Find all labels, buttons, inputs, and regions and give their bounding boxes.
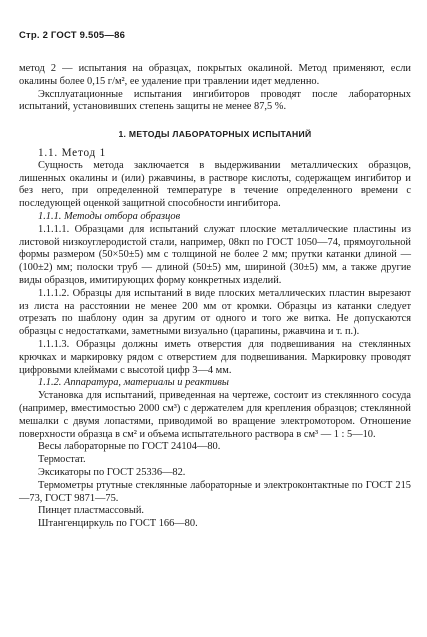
equipment-item: Штангенциркуль по ГОСТ 166—80. xyxy=(38,518,198,530)
equipment-item: Термостат. xyxy=(38,454,86,466)
subsection-1-1-2-title: 1.1.2. Аппаратура, материалы и реактивы xyxy=(38,377,229,389)
paragraph-1-1-2: Установка для испытаний, приведенная на чертеже, состоит из стеклянного сосуда (например, вместимостью 2000 см³) с держателем для крепления образцов; стеклянной мешалки с двумя лопастями, приводимой во вращение электромотором. Отношение поверхности образца в см² и объема испытательного раствора в см³ — 1 : 5—10. xyxy=(19,390,411,440)
paragraph-1-1-1-3: 1.1.1.3. Образцы должны иметь отверстия для подвешивания на стеклянных крючках и маркировку рядом с отверстием для подвешивания. Маркировку проводят цифровыми клеймами с высотой цифр 3—4 мм. xyxy=(19,338,411,376)
equipment-item: Пинцет пластмассовый. xyxy=(38,505,145,517)
method-1-description: Сущность метода заключается в выдерживании металлических образцов, лишенных окалины и (или) ржавчины, в растворе кислоты, содержащем ингибитор и без него, при определенной температуре в течение определенного времени с последующей оценкой защитной способности ингибитора. xyxy=(19,159,411,210)
equipment-item: Эксикаторы по ГОСТ 25336—82. xyxy=(38,466,186,478)
equipment-item: Весы лабораторные по ГОСТ 24104—80. xyxy=(38,441,221,453)
paragraph-1-1-1-1: 1.1.1.1. Образцами для испытаний служат плоские металлические пластины из листовой низкоуглеродистой стали, например, 08кп по ГОСТ 1050—74, прямоугольной формы размером (50×50±5) мм с толщиной не более 2 мм; прутки катанки длиной — (100±2) мм; полоски труб — длиной (50±5) мм, шириной (30±5) мм, а также другие виды образцов, имитирующих форму конкретных изделий. xyxy=(19,223,411,286)
subsection-1-1-1-title: 1.1.1. Методы отбора образцов xyxy=(38,210,181,222)
page-header: Стр. 2 ГОСТ 9.505—86 xyxy=(19,30,126,41)
document-body xyxy=(19,63,411,531)
paragraph-1-1-1-2: 1.1.1.2. Образцы для испытаний в виде плоских металлических пластин вырезают из листа на расстоянии не менее 200 мм от кромки. Образцы из катанки следует отрезать по шаблону один за другим от одного и того же витка. Не допускаются образцы с недостатками, заметными визуально (царапины, ржавчина и т. п.). xyxy=(19,287,411,338)
equipment-item: Термометры ртутные стеклянные лабораторные и электроконтактные по ГОСТ 215—73, ГОСТ 9871—75. xyxy=(19,479,411,504)
section-title: 1. МЕТОДЫ ЛАБОРАТОРНЫХ ИСПЫТАНИЙ xyxy=(118,129,312,140)
method-1-title: 1.1. Метод 1 xyxy=(38,146,107,159)
intro-paragraph-1: метод 2 — испытания на образцах, покрытых окалиной. Метод применяют, если окалины более 0,15 г/м², ее удаление при травлении идет медленно. xyxy=(19,63,411,87)
intro-paragraph-2: Эксплуатационные испытания ингибиторов проводят после лабораторных испытаний, установивших степень защиты не менее 87,5 %. xyxy=(19,88,411,113)
